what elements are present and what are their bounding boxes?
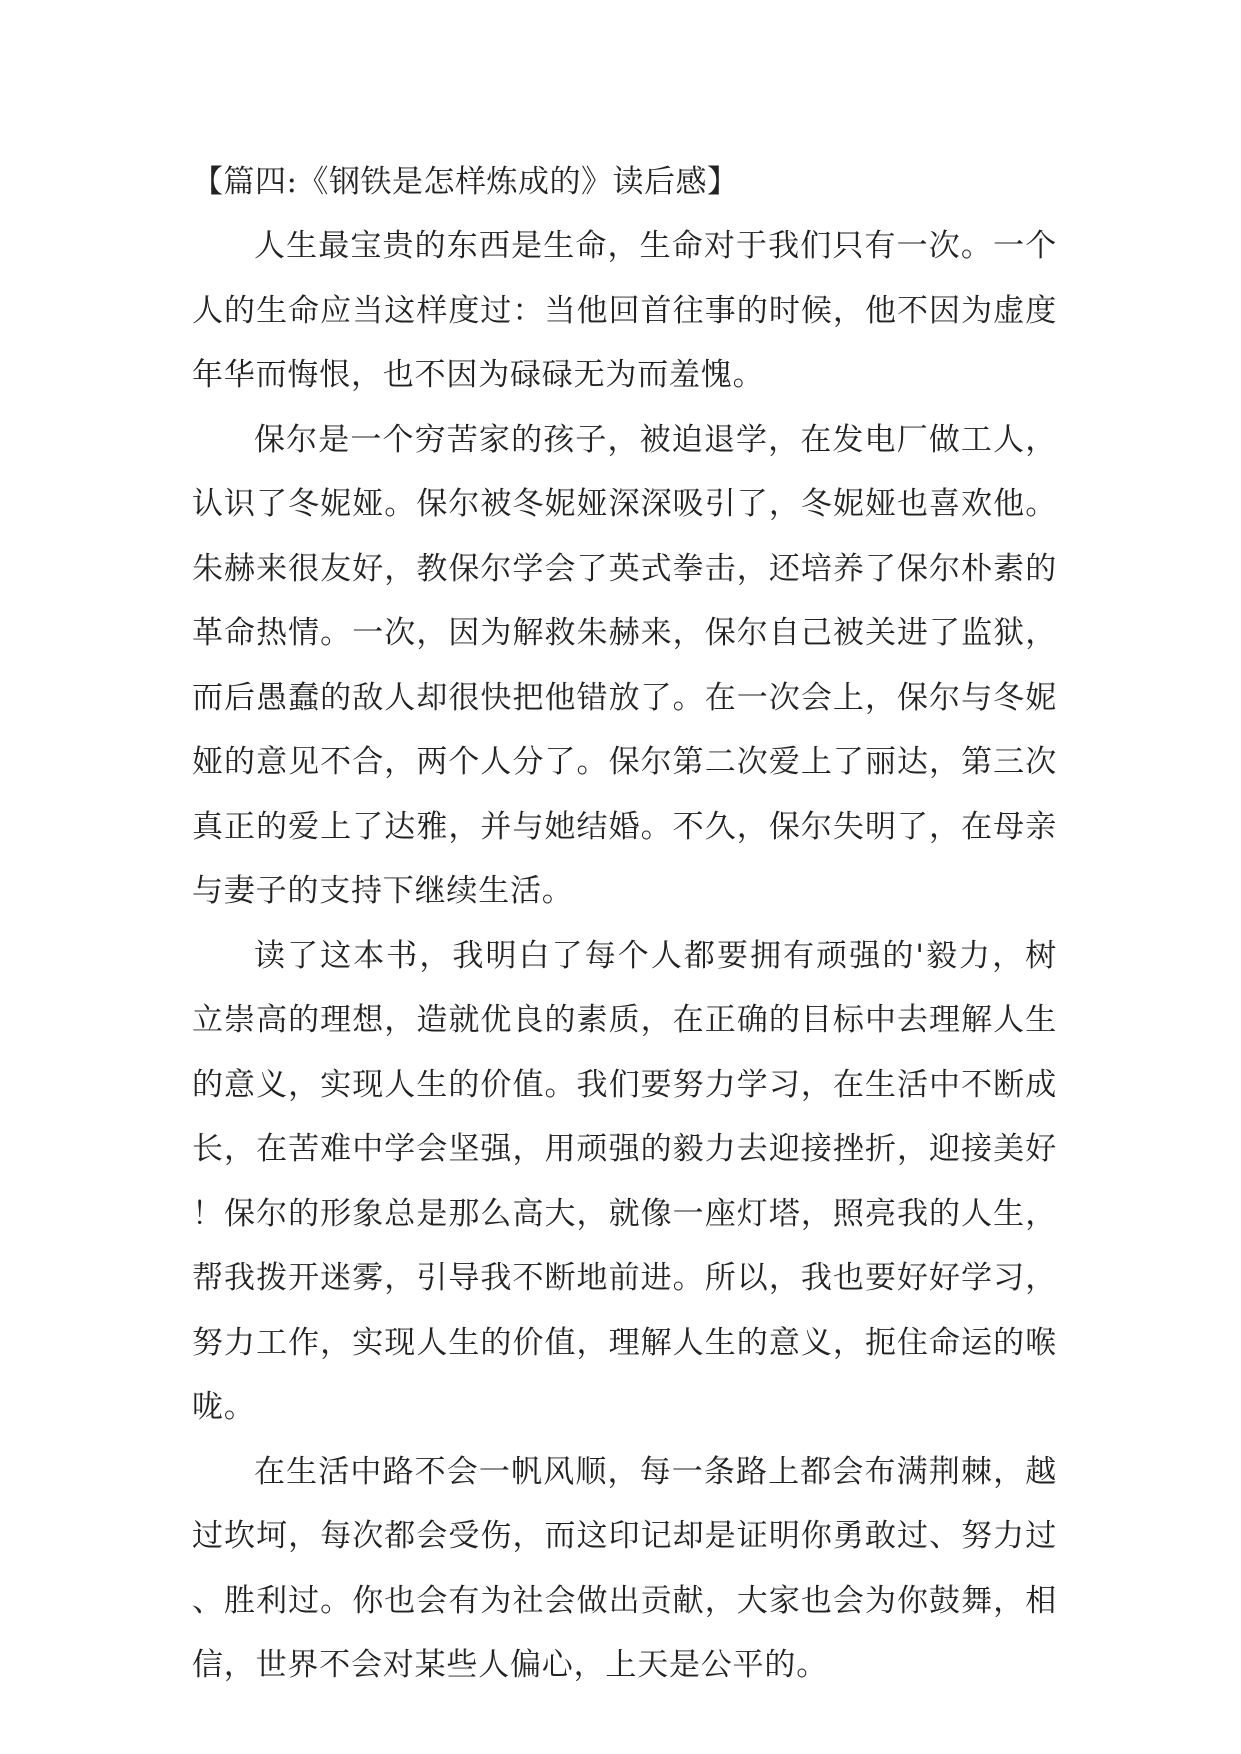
document-title: 【篇四:《钢铁是怎样炼成的》读后感】 <box>192 164 739 200</box>
paragraph-1: 人生最宝贵的东西是生命，生命对于我们只有一次。一个人的生命应当这样度过：当他回首往事的时候，他不因为虚度年华而悔恨，也不因为碌碌无为而羞愧。 <box>192 228 1057 393</box>
paragraph-4: 在生活中路不会一帆风顺，每一条路上都会布满荆棘，越过坎坷，每次都会受伤，而这印记却是证明你勇敢过、努力过、胜利过。你也会有为社会做出贡献，大家也会为你鼓舞，相信，世界不会对某些人偏心，上天是公平的。 <box>192 1453 1057 1683</box>
paragraph-3: 读了这本书，我明白了每个人都要拥有顽强的'毅力，树立崇高的理想，造就优良的素质，在正确的目标中去理解人生的意义，实现人生的价值。我们要努力学习，在生活中不断成长，在苦难中学会坚强，用顽强的毅力去迎接挫折，迎接美好！保尔的形象总是那么高大，就像一座灯塔，照亮我的人生，帮我拨开迷雾，引导我不断地前进。所以，我也要好好学习，努力工作，实现人生的价值，理解人生的意义，扼住命运的喉咙。 <box>192 937 1057 1425</box>
paragraph-2: 保尔是一个穷苦家的孩子，被迫退学，在发电厂做工人，认识了冬妮娅。保尔被冬妮娅深深吸引了，冬妮娅也喜欢他。朱赫来很友好，教保尔学会了英式拳击，还培养了保尔朴素的革命热情。一次，因为解救朱赫来，保尔自己被关进了监狱，而后愚蠢的敌人却很快把他错放了。在一次会上，保尔与冬妮娅的意见不合，两个人分了。保尔第二次爱上了丽达，第三次真正的爱上了达雅，并与她结婚。不久，保尔失明了，在母亲与妻子的支持下继续生活。 <box>192 421 1057 909</box>
document-body <box>192 150 1057 1698</box>
